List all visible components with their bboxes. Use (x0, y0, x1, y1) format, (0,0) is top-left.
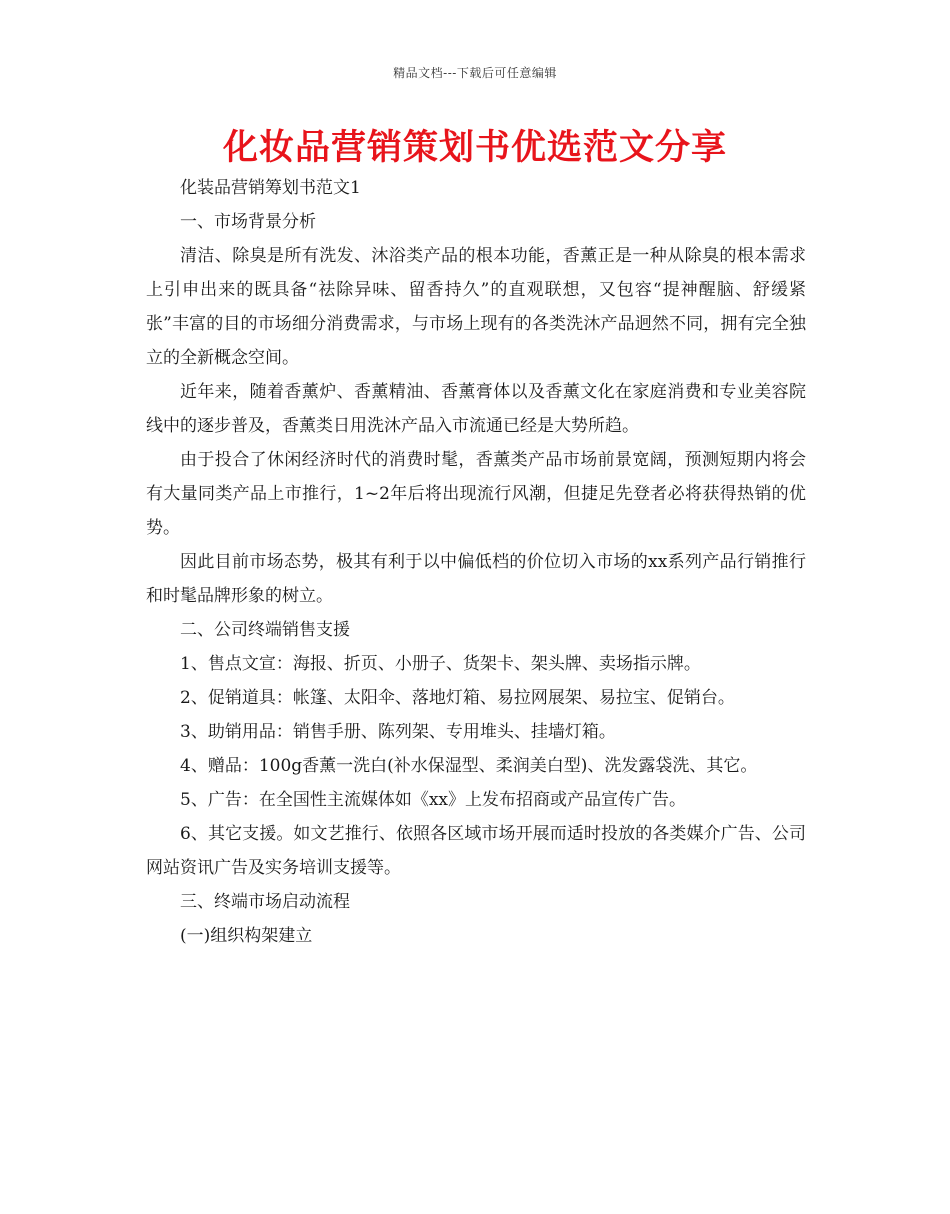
heading-market-background: 一、市场背景分析 (180, 212, 316, 232)
document-body (146, 171, 806, 953)
sub-heading: (一)组织构架建立 (180, 926, 313, 946)
list-item: 3、助销用品：销售手册、陈列架、专用堆头、挂墙灯箱。 (180, 722, 616, 742)
header-note: 精品文档---下载后可任意编辑 (393, 66, 557, 80)
paragraph: 清洁、除臭是所有洗发、沐浴类产品的根本功能，香薰正是一种从除臭的根本需求上引申出来的既具备“祛除异味、留香持久”的直观联想，又包容“提神醒脑、舒缓紧张”丰富的目的市场细分消费需求，与市场上现有的各类洗沐产品迥然不同，拥有完全独立的全新概念空间。 (146, 246, 806, 368)
list-item: 5、广告：在全国性主流媒体如《xx》上发布招商或产品宣传广告。 (180, 790, 686, 810)
paragraph: 由于投合了休闲经济时代的消费时髦，香薰类产品市场前景宽阔，预测短期内将会有大量同类产品上市推行，1~2年后将出现流行风潮，但捷足先登者必将获得热销的优势。 (146, 450, 806, 538)
list-item: 6、其它支援。如文艺推行、依照各区域市场开展而适时投放的各类媒介广告、公司网站资讯广告及实务培训支援等。 (146, 824, 806, 878)
paragraph: 近年来，随着香薰炉、香薰精油、香薰膏体以及香薰文化在家庭消费和专业美容院线中的逐步普及，香薰类日用洗沐产品入市流通已经是大势所趋。 (146, 382, 806, 436)
page-title: 化妆品营销策划书优选范文分享 (222, 128, 727, 168)
list-item: 2、促销道具：帐篷、太阳伞、落地灯箱、易拉网展架、易拉宝、促销台。 (180, 688, 735, 708)
heading-launch-process: 三、终端市场启动流程 (180, 892, 350, 912)
list-item: 1、售点文宣：海报、折页、小册子、货架卡、架头牌、卖场指示牌。 (180, 654, 701, 674)
list-item: 4、赠品：100g香薰一洗白(补水保湿型、柔润美白型)、洗发露袋洗、其它。 (180, 756, 758, 776)
paragraph: 因此目前市场态势，极其有利于以中偏低档的价位切入市场的xx系列产品行销推行和时髦品牌形象的树立。 (146, 552, 806, 606)
paragraph-subtitle: 化装品营销筹划书范文1 (180, 178, 361, 198)
heading-terminal-support: 二、公司终端销售支援 (180, 620, 350, 640)
